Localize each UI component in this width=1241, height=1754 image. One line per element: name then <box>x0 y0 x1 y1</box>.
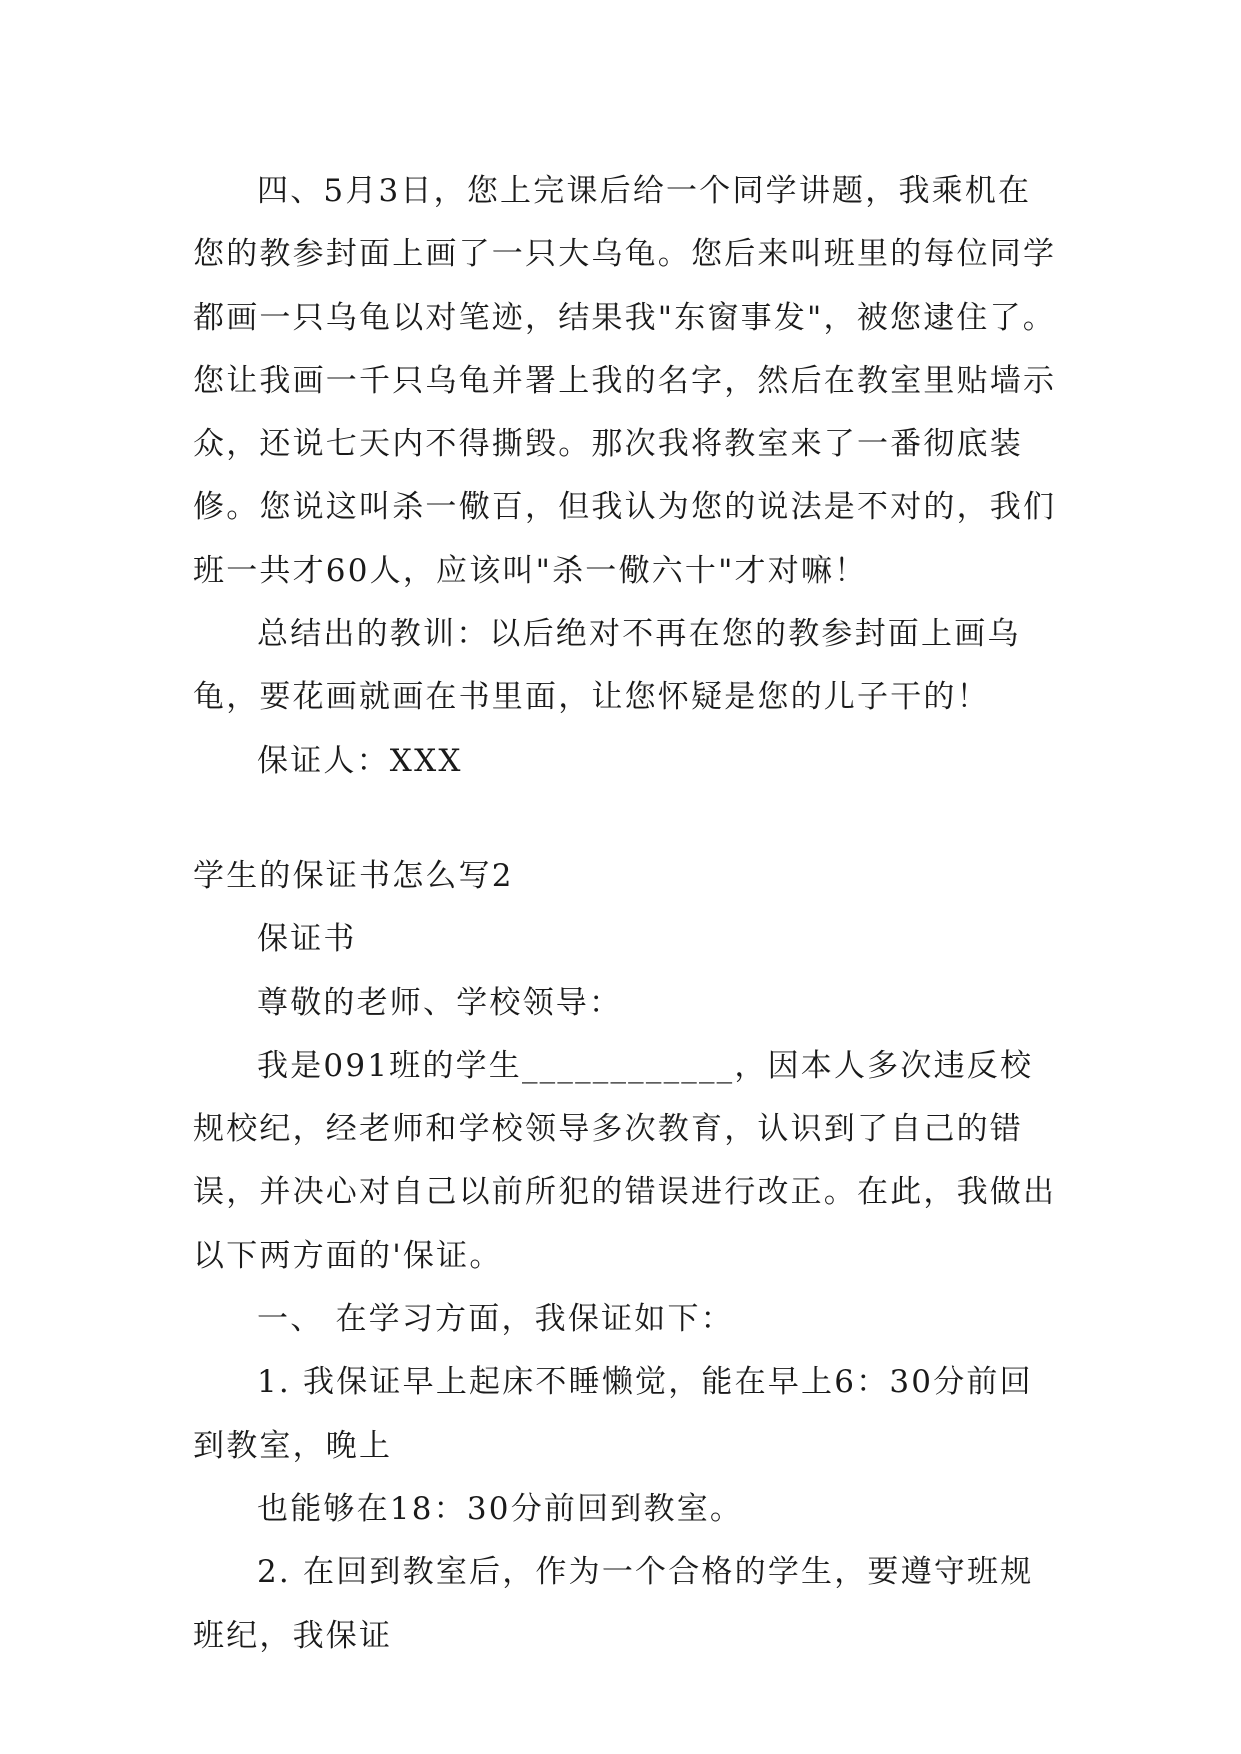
letter-salutation: 尊敬的老师、学校领导： <box>257 984 623 1021</box>
paragraph-turtle-story: 四、5月3日，您上完课后给一个同学讲题，我乘机在您的教参封面上画了一只大乌龟。您后来叫班里的每位同学都画一只乌龟以对笔迹，结果我"东窗事发"，被您逮住了。您让我画一千只乌龟并署上我的名字，然后在教室里贴墙示众，还说七天内不得撕毁。那次我将教室来了一番彻底装修。您说这叫杀一儆百，但我认为您的说法是不对的，我们班一共才60人，应该叫"杀一儆六十"才对嘛！ <box>193 173 1057 589</box>
paragraph-lesson: 总结出的教训：以后绝对不再在您的教参封面上画乌龟，要花画就画在书里面，让您怀疑是您的儿子干的！ <box>193 616 1021 716</box>
paragraph-item-2: 2. 在回到教室后，作为一个合格的学生，要遵守班规班纪，我保证 <box>193 1554 1034 1654</box>
paragraph-study-heading: 一、 在学习方面，我保证如下： <box>257 1301 734 1338</box>
section-heading: 学生的保证书怎么写2 <box>193 857 514 894</box>
paragraph-item-1-continued: 也能够在18：30分前回到教室。 <box>257 1490 744 1527</box>
letter-title: 保证书 <box>257 921 357 958</box>
paragraph-introduction: 我是091班的学生____________，因本人多次违反校规校纪，经老师和学校领导多次教育，认识到了自己的错误，并决心对自己以前所犯的错误进行改正。在此，我做出以下两方面的'保证。 <box>193 1047 1057 1274</box>
document-body <box>193 160 1063 1668</box>
paragraph-signatory: 保证人：XXX <box>257 742 463 779</box>
paragraph-item-1: 1. 我保证早上起床不睡懒觉，能在早上6：30分前回到教室，晚上 <box>193 1364 1033 1464</box>
section-gap <box>193 793 1063 845</box>
